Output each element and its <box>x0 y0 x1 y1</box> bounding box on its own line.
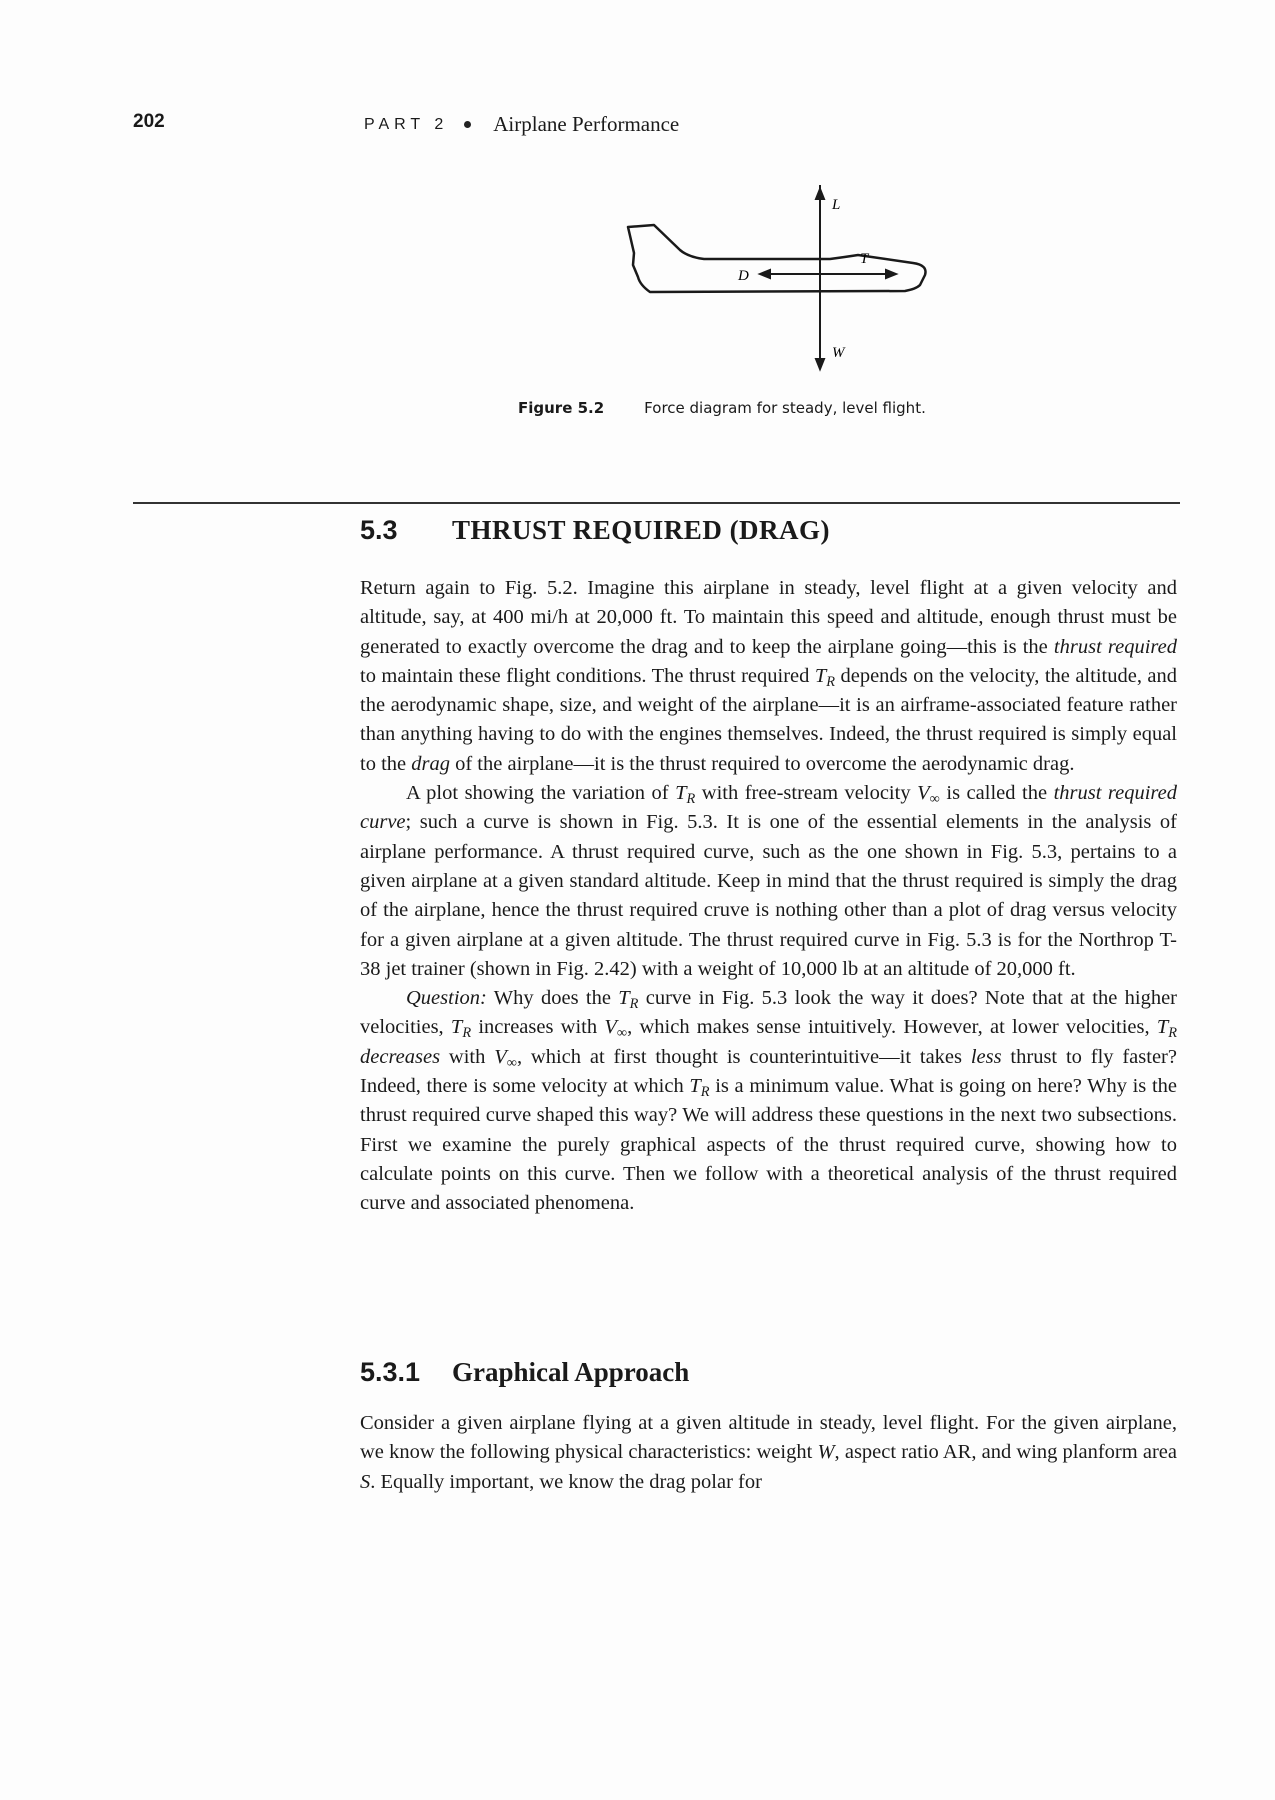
lift-arrowhead-icon <box>816 189 824 199</box>
subsection-title: Graphical Approach <box>452 1357 690 1387</box>
figure-caption <box>518 399 926 417</box>
airplane-outline <box>628 225 926 292</box>
force-diagram-figure <box>620 185 940 375</box>
airplane-force-diagram <box>620 185 940 375</box>
subsection-body <box>360 1409 1177 1497</box>
subsection-heading <box>360 1357 689 1388</box>
thrust-arrowhead-icon <box>886 270 896 278</box>
force-vectors <box>760 185 896 369</box>
running-head <box>364 112 679 137</box>
drag-arrowhead-icon <box>760 270 770 278</box>
thrust-label: T <box>860 251 869 267</box>
lift-label: L <box>832 197 841 213</box>
page-number: 202 <box>133 111 165 132</box>
section-heading <box>360 515 830 546</box>
section-body <box>360 574 1177 1219</box>
section-title: THRUST REQUIRED (DRAG) <box>452 515 831 545</box>
paragraph-3: Question: Why does the $T_R$ curve in Fig. 5.3 look the way it does? Note that at the higher velocities, $T_R$ increases with $V_\infty$, which makes sense intuitively. However, at lower velocities, $T_R$ decreases with $V_\infty$, which at first thought is counterintuitive—it takes less thrust to fly faster? Indeed, there is some velocity at which $T_R$ is a minimum value. What is going on here? Why is the thrust required curve shaped this way? We will address these questions in the next two subsections. First we examine the purely graphical aspects of the thrust required curve, showing how to calculate points on this curve. Then we follow with a theoretical analysis of the thrust required curve and associated phenomena. <box>360 987 1178 1215</box>
weight-label: W <box>832 345 845 361</box>
chapter-title: Airplane Performance <box>493 112 680 136</box>
weight-arrowhead-icon <box>816 359 824 369</box>
drag-label: D <box>738 268 749 284</box>
subsection-number: 5.3.1 <box>360 1357 421 1387</box>
caption-text: Force diagram for steady, level flight. <box>644 399 926 417</box>
paragraph-2: A plot showing the variation of $T_R$ with free-stream velocity $V_\infty$ is called the thrust required curve; such a curve is shown in Fig. 5.3. It is one of the essential elements in the analysis of airplane performance. A thrust required curve, such as the one shown in Fig. 5.3, pertains to a given airplane at a given standard altitude. Keep in mind that the thrust required is simply the drag of the airplane, hence the thrust required cruve is nothing other than a plot of drag versus velocity for a given airplane at a given altitude. The thrust required curve in Fig. 5.3 is for the Northrop T-38 jet trainer (shown in Fig. 2.42) with a weight of 10,000 lb at an altitude of 20,000 ft. <box>360 782 1177 980</box>
paragraph-4: Consider a given airplane flying at a given altitude in steady, level flight. For the given airplane, we know the following physical characteristics: weight W, aspect ratio AR, and wing planform area S. Equally important, we know the drag polar for <box>360 1412 1177 1493</box>
figure-label: Figure 5.2 <box>518 399 605 417</box>
section-number: 5.3 <box>360 515 398 545</box>
section-divider <box>133 502 1180 504</box>
paragraph-1: Return again to Fig. 5.2. Imagine this airplane in steady, level flight at a given velocity and altitude, say, at 400 mi/h at 20,000 ft. To maintain this speed and altitude, enough thrust must be generated to exactly overcome the drag and to keep the airplane going—this is the thrust required to maintain these flight conditions. The thrust required $T_R$ depends on the velocity, the altitude, and the aerodynamic shape, size, and weight of the airplane—it is an airframe-associated feature rather than anything having to do with the engines themselves. Indeed, the thrust required is simply equal to the drag of the airplane—it is the thrust required to overcome the aerodynamic drag. <box>360 577 1177 775</box>
part-label: PART 2 <box>364 115 449 133</box>
bullet-icon <box>464 121 471 128</box>
